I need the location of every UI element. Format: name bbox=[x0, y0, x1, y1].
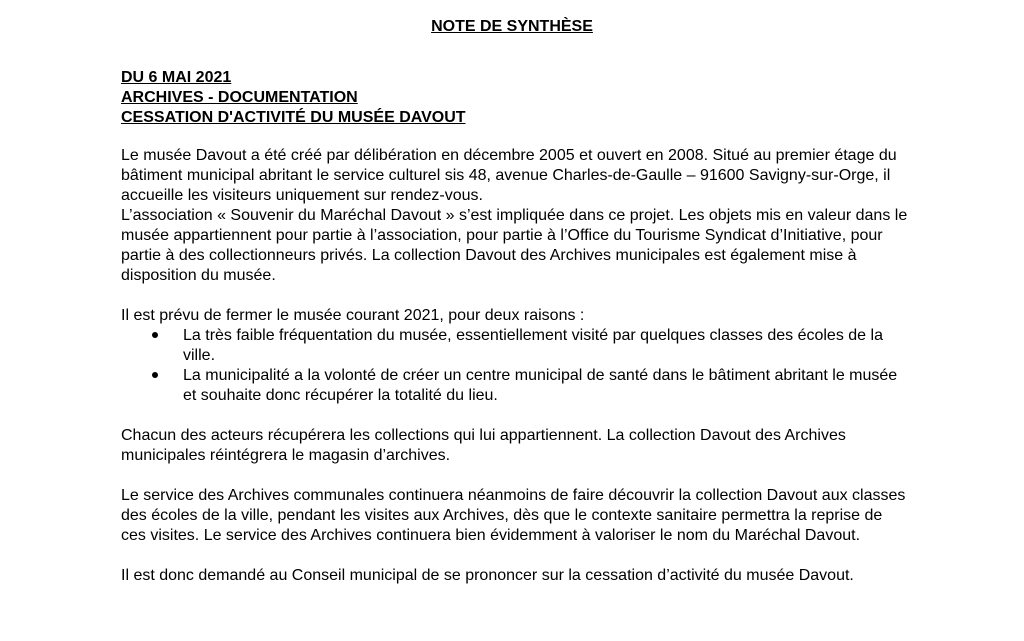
document-body bbox=[121, 146, 911, 586]
list-item bbox=[183, 326, 911, 366]
bullet-icon bbox=[152, 326, 162, 346]
heading-service: ARCHIVES - DOCUMENTATION bbox=[121, 89, 358, 106]
paragraph-council-request: Il est donc demandé au Conseil municipal de se prononcer sur la cessation d’activité du musée Davout. bbox=[121, 567, 854, 584]
paragraph-spacer bbox=[121, 546, 911, 566]
heading-subject: CESSATION D'ACTIVITÉ DU MUSÉE DAVOUT bbox=[121, 109, 466, 126]
paragraph-collections: Chacun des acteurs récupérera les collections qui lui appartiennent. La collection Davout des Archives municipales réintégrera le magasin d’archives. bbox=[121, 427, 846, 464]
paragraph-association: L’association « Souvenir du Maréchal Davout » s’est impliquée dans ce projet. Les objets mis en valeur dans le musée appartiennent pour partie à l’association, pour partie à l’Office du Tourisme Syndicat d’Initiative, pour partie à des collectionneurs privés. La collection Davout des Archives municipales est également mise à disposition du musée. bbox=[121, 207, 908, 284]
paragraph-closure-reasons: Il est prévu de fermer le musée courant 2021, pour deux raisons : bbox=[121, 307, 585, 324]
paragraph-spacer bbox=[121, 466, 911, 486]
paragraph-spacer bbox=[121, 286, 911, 306]
heading-block bbox=[121, 68, 466, 128]
paragraph-spacer bbox=[121, 406, 911, 426]
bullet-icon bbox=[152, 366, 162, 386]
list-item-text: La municipalité a la volonté de créer un centre municipal de santé dans le bâtiment abritant le musée et souhaite donc récupérer la totalité du lieu. bbox=[183, 367, 898, 404]
list-item bbox=[183, 366, 911, 406]
reasons-list bbox=[121, 326, 911, 406]
page-title: NOTE DE SYNTHÈSE bbox=[431, 18, 593, 35]
heading-date: DU 6 MAI 2021 bbox=[121, 69, 232, 86]
paragraph-archives-service: Le service des Archives communales continuera néanmoins de faire découvrir la collection Davout aux classes des écoles de la ville, pendant les visites aux Archives, dès que le contexte sanitaire permettra la reprise de ces visites. Le service des Archives continuera bien évidemment à valoriser le nom du Maréchal Davout. bbox=[121, 487, 906, 544]
paragraph-museum-creation: Le musée Davout a été créé par délibération en décembre 2005 et ouvert en 2008. Situé au premier étage du bâtiment municipal abritant le service culturel sis 48, avenue Charles-de-Gaulle – 91600 Savigny-sur-Orge, il accueille les visiteurs uniquement sur rendez-vous. bbox=[121, 147, 897, 204]
list-item-text: La très faible fréquentation du musée, essentiellement visité par quelques classes des écoles de la ville. bbox=[183, 327, 883, 364]
